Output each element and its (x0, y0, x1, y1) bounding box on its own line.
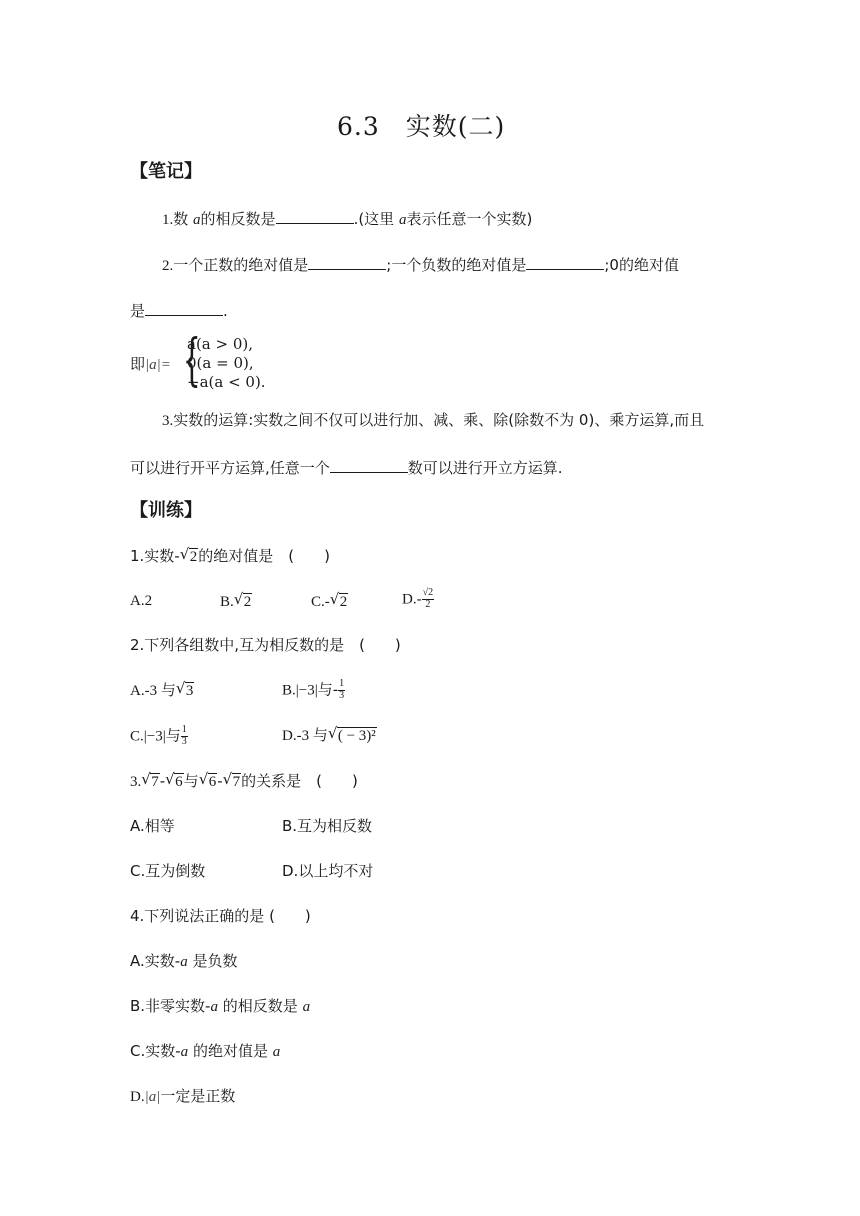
q1-option-c[interactable]: C.-√ 2 (311, 594, 348, 610)
notes-heading: 【笔记】 (130, 161, 202, 182)
q2-option-b[interactable]: B.|−3|与- $\frac{1}{3}$ (282, 678, 345, 701)
q4-option-d[interactable]: D.|a|一定是正数 (130, 1087, 236, 1105)
q3-option-b[interactable]: B.互为相反数 (282, 817, 373, 835)
page-title: 6.3 实数(二) (337, 112, 506, 141)
q2-option-d[interactable]: D.-3 与√ ( − 3)² (282, 728, 377, 744)
q4-option-c[interactable]: C.实数-a 的绝对值是 a (130, 1042, 281, 1060)
answer-blank[interactable] (145, 302, 223, 316)
practice-heading: 【训练】 (130, 500, 202, 521)
q3-option-c[interactable]: C.互为倒数 (130, 862, 206, 880)
answer-blank[interactable] (526, 256, 604, 270)
note-2-cont: 是 . (130, 302, 228, 320)
q4-option-b[interactable]: B.非零实数-a 的相反数是 a (130, 997, 311, 1015)
note-3-cont: 可以进行开平方运算,任意一个 数可以进行开立方运算. (130, 459, 563, 477)
q2-option-a[interactable]: A.-3 与√ 3 (130, 683, 194, 699)
brace-symbol: { (182, 328, 201, 393)
answer-blank[interactable] (276, 210, 354, 224)
note-1: 1.数 a的相反数是 .(这里 a表示任意一个实数) (162, 210, 533, 228)
q1-option-b[interactable]: B.√ 2 (220, 594, 252, 610)
q1-option-a[interactable]: A.2 (130, 593, 153, 609)
question-2: 2.下列各组数中,互为相反数的是 ( ) (130, 636, 401, 654)
piecewise-label: 即|a|= (130, 355, 171, 373)
note-2: 2.一个正数的绝对值是 ;一个负数的绝对值是 ;0的绝对值 (162, 256, 679, 274)
q1-option-d[interactable]: D.- $\frac{√2}{2}$ (402, 587, 434, 610)
note-3: 3.实数的运算:实数之间不仅可以进行加、减、乘、除(除数不为 0)、乘方运算,而且 (162, 411, 705, 429)
q4-option-a[interactable]: A.实数-a 是负数 (130, 952, 238, 970)
answer-blank[interactable] (330, 459, 408, 473)
question-4: 4.下列说法正确的是 ( ) (130, 907, 311, 925)
q2-option-c[interactable]: C.|−3|与 $\frac{1}{3}$ (130, 724, 187, 747)
question-3: 3.√ 7-√ 6与√ 6-√ 7的关系是 ( ) (130, 774, 358, 790)
question-1: 1.实数-√ 2的绝对值是 ( ) (130, 549, 330, 565)
answer-blank[interactable] (308, 256, 386, 270)
q3-option-a[interactable]: A.相等 (130, 817, 175, 835)
piecewise-cases: a(a > 0), 0(a = 0), −a(a < 0). (187, 335, 266, 391)
q3-option-d[interactable]: D.以上均不对 (282, 862, 374, 880)
